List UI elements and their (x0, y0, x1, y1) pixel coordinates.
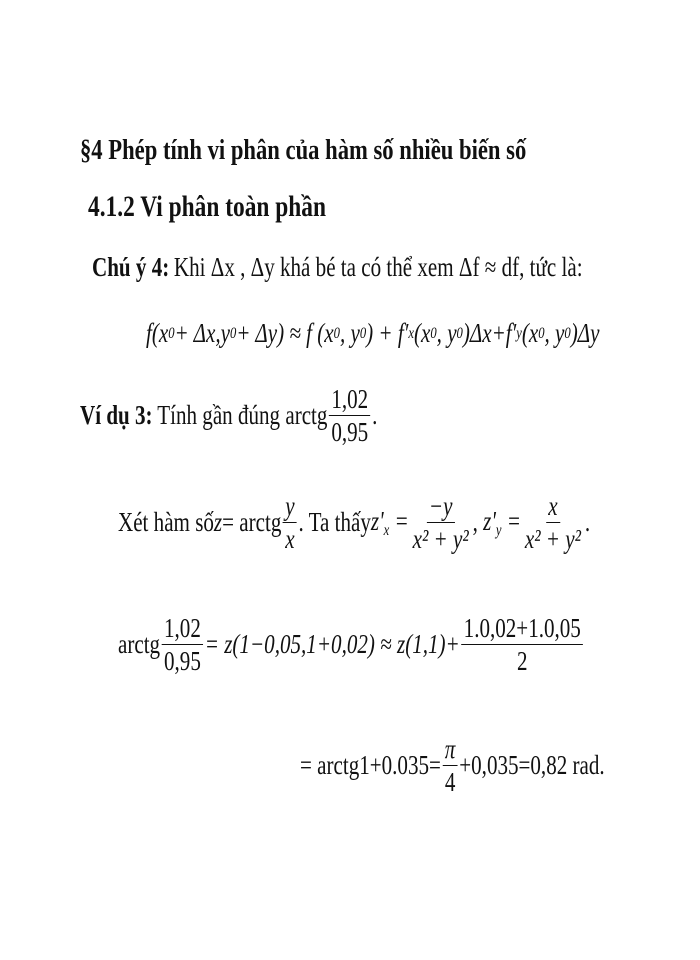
example-fraction: $\frac{1,02}{0,95}$ (329, 385, 371, 447)
note-label: Chú ý 4: (92, 252, 170, 282)
subsection-title: 4.1.2 Vi phân toàn phần (88, 190, 327, 223)
pi-over-4-fraction: $\frac{\pi}{4}$ (442, 735, 457, 797)
solution-line-3: = arctg1+0.035= $\frac{\pi}{4}$ +0,035=0,82 rad. (300, 734, 605, 798)
zy-fraction: $\frac{x}{\text{x² + y²}}$ (524, 491, 581, 555)
section-title: §4 Phép tính vi phân của hàm số nhiều biến số (80, 134, 527, 166)
y-over-x-fraction: $\frac{y}{x}$ (283, 492, 297, 554)
main-formula (146, 318, 700, 349)
zx-derivative: $z'_x$ = (370, 505, 409, 539)
example-line: Ví dụ 3: Tính gần đúng arctg $\frac{1,02}{0,95}$ . (80, 384, 378, 448)
solution-line-1: Xét hàm số z = arctg $\frac{y}{x}$ . Ta thấy $z'_x$ = $\frac{-y}{\text{x² + y²}}$ , $z'_y$ = $\frac{x}{\text{x² + y²}}$ . (118, 491, 591, 555)
zy-derivative: $z'_y$ = (483, 505, 521, 539)
note-text: Khi Δx , Δy khá bé ta có thể xem Δf ≈ df, tức là: (173, 252, 583, 282)
arctg-fraction: $\frac{1,02}{0,95}$ (162, 614, 204, 676)
example-text: Tính gần đúng arctg (157, 400, 328, 431)
note-line (92, 252, 700, 283)
solution-line-2: arctg $\frac{1,02}{0,95}$ = z(1−0,05,1+0,02) ≈ z(1,1)+ $\frac{1.0,02+1.0,05}{2}$ (118, 614, 700, 676)
zx-fraction: $\frac{-y}{\text{x² + y²}}$ (412, 491, 469, 555)
example-label: Ví dụ 3: (80, 400, 153, 431)
average-fraction: $\frac{1.0,02+1.0,05}{2}$ (461, 614, 583, 676)
main-formula-text: f(x 0 + Δx,y 0 + Δy) ≈ f (x 0 , y 0 ) + f′ x (x 0 , y 0 )Δx+f′ y (x 0 , y 0 )Δy (146, 318, 600, 348)
